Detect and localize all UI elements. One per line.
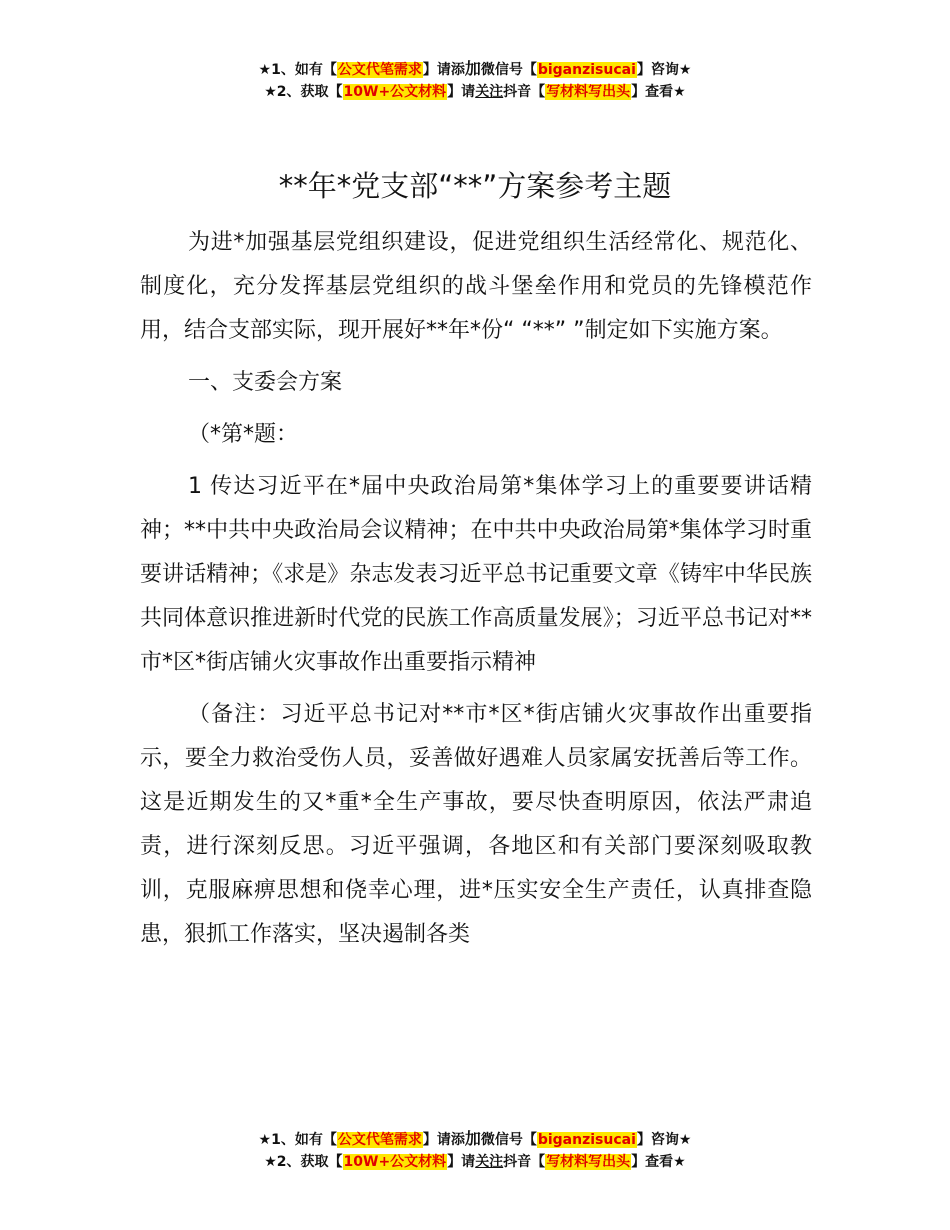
subsection-heading: （*第*题： — [188, 422, 299, 447]
banner-douyin-name: 写材料写出头 — [546, 84, 631, 100]
document-body — [140, 221, 812, 965]
banner-text: ★1、如有【 — [258, 1132, 337, 1148]
paragraph-item-1: 1 传达习近平在*届中央政治局第*集体学习上的重要要讲话精神；**中共中央政治局会议精神；在中共中央政治局第*集体学习时重要讲话精神；《求是》杂志发表习近平总书记重要文章《铸牢中华民族共同体意识推进新时代党的民族工作高质量发展》；习近平总书记对**市*区*街店铺火灾事故作出重要指示精神 — [140, 474, 812, 675]
banner-text: 微信号【 — [480, 1132, 537, 1148]
document-title: **年*党支部“**”方案参考主题 — [278, 169, 672, 203]
banner-text: 抖音【 — [503, 1154, 546, 1170]
banner-highlight: 公文代笔需求 — [337, 62, 422, 78]
paragraph-note: （备注：习近平总书记对**市*区*街店铺火灾事故作出重要指示，要全力救治受伤人员，妥善做好遇难人员家属安抚善后等工作。这是近期发生的又*重*全生产事故，要尽快查明原因，依法严肃追责，进行深刻反思。习近平强调，各地区和有关部门要深刻吸取教训，克服麻痹思想和侥幸心理，进*压实安全生产责任，认真排查隐患，狠抓工作落实，坚决遏制各类 — [140, 702, 812, 947]
banner-text: 】查看★ — [631, 84, 686, 100]
banner-highlight: 10W+公文材料 — [343, 1154, 447, 1170]
banner-text: 】请添 — [422, 1132, 465, 1148]
banner-text: 】请添 — [422, 62, 465, 78]
banner-wechat-id: biganzisucai — [537, 62, 636, 78]
banner-text: ★2、获取【 — [264, 84, 343, 100]
banner-text: 抖音【 — [503, 84, 546, 100]
banner-line-2 — [0, 81, 950, 103]
banner-line-2 — [0, 1151, 950, 1173]
banner-text: 】请 — [447, 84, 476, 100]
banner-text: 关注 — [475, 84, 504, 100]
section-heading: 一、支委会方案 — [188, 370, 343, 395]
banner-text: ★2、获取【 — [264, 1154, 343, 1170]
banner-text: 微信号【 — [480, 62, 537, 78]
banner-highlight: 公文代笔需求 — [337, 1132, 422, 1148]
header-banner — [0, 58, 950, 103]
banner-text: 】咨询★ — [636, 62, 692, 78]
banner-text: 加 — [464, 1129, 481, 1148]
footer-banner — [0, 1128, 950, 1173]
banner-text: 】请 — [447, 1154, 476, 1170]
paragraph-intro: 为进*加强基层党组织建设，促进党组织生活经常化、规范化、制度化，充分发挥基层党组织的战斗堡垒作用和党员的先锋模范作用，结合支部实际，现开展好**年*份“ “**” ”制定如下实施方案。 — [140, 230, 812, 343]
banner-douyin-name: 写材料写出头 — [546, 1154, 631, 1170]
banner-wechat-id: biganzisucai — [537, 1132, 636, 1148]
banner-text: 】咨询★ — [636, 1132, 692, 1148]
banner-line-1 — [0, 58, 950, 81]
banner-line-1 — [0, 1128, 950, 1151]
banner-text: ★1、如有【 — [258, 62, 337, 78]
banner-text: 关注 — [475, 1154, 504, 1170]
banner-text: 】查看★ — [631, 1154, 686, 1170]
banner-text: 加 — [464, 59, 481, 78]
banner-highlight: 10W+公文材料 — [343, 84, 447, 100]
